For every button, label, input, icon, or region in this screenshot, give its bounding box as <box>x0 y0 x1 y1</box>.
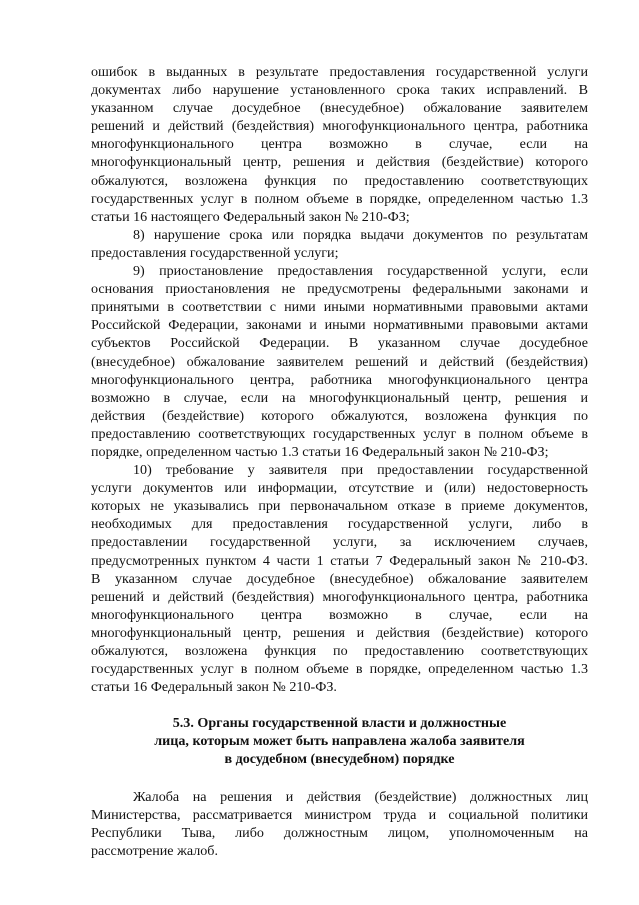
text-line: государственных услуг в полном объеме в порядке, определенном частью 1.3 <box>91 661 588 678</box>
paragraph-item-10 <box>91 461 588 696</box>
heading-line: лица, которым может быть направлена жалоба заявителя <box>154 733 525 750</box>
text-line: принятыми в соответствии с ними иными нормативными правовыми актами <box>91 299 588 316</box>
section-heading <box>91 714 588 768</box>
text-line: решений и действий (бездействия) многофункционального центра, работника <box>91 588 588 605</box>
text-line: Министерства, рассматривается министром труда и социальной политики <box>91 806 588 823</box>
text-line: ошибок в выданных в результате предоставления государственной услуги <box>91 64 588 80</box>
text-line: обжалуются, возложена функция по предоставлению соответствующих <box>91 172 588 189</box>
text-line: возможно в случае, если на многофункциональный центр, решения и <box>91 389 588 406</box>
text-line: 10) требование у заявителя при предоставлении государственной <box>133 462 588 479</box>
text-line: многофункциональный центр, решения и действия (бездействие) которого <box>91 154 588 171</box>
text-line: предоставлению соответствующих государственных услуг в полном объеме в <box>91 425 588 442</box>
text-line: (внесудебное) обжалование заявителем решений и действий (бездействия) <box>91 353 588 370</box>
text-line: государственных услуг в полном объеме в порядке, определенном частью 1.3 <box>91 190 588 207</box>
text-line: порядке, определенном частью 1.3 статьи 16 Федеральный закон № 210-ФЗ; <box>91 443 549 460</box>
text-line: статьи 16 Федеральный закон № 210-ФЗ. <box>91 679 337 696</box>
document-body <box>91 63 588 860</box>
text-line: основания приостановления не предусмотрены федеральными законами и <box>91 281 588 298</box>
paragraph-complaint <box>91 788 588 860</box>
paragraph-item-9 <box>91 262 588 461</box>
spacer <box>91 696 588 714</box>
text-line: документах либо нарушение установленного срока таких исправлений. В <box>91 82 588 99</box>
paragraph-item-8 <box>91 226 588 262</box>
spacer <box>91 769 588 788</box>
text-line: предоставления государственной услуги; <box>91 244 339 261</box>
text-line: которых не указывались при первоначальном отказе в приеме документов, <box>91 498 588 515</box>
text-line: 8) нарушение срока или порядка выдачи документов по результатам <box>133 226 588 243</box>
text-line: 9) приостановление предоставления государственной услуги, если <box>133 263 588 280</box>
text-line: статьи 16 настоящего Федеральный закон № 210-ФЗ; <box>91 208 410 225</box>
heading-line: в досудебном (внесудебном) порядке <box>224 751 455 768</box>
paragraph-continuation <box>91 63 588 226</box>
heading-line: 5.3. Органы государственной власти и должностные <box>172 715 507 732</box>
text-line: действия (бездействие) которого обжалуются, возложена функция по <box>91 407 588 424</box>
text-line: Республики Тыва, либо должностным лицом, уполномоченным на <box>91 824 588 841</box>
text-line: решений и действий (бездействия) многофункционального центра, работника <box>91 118 588 135</box>
text-line: указанном случае досудебное (внесудебное) обжалование заявителем <box>91 100 588 117</box>
text-line: В указанном случае досудебное (внесудебное) обжалование заявителем <box>91 570 588 587</box>
text-line: многофункционального центра возможно в случае, если на <box>91 136 588 153</box>
text-line: многофункциональный центр, решения и действия (бездействие) которого <box>91 624 588 641</box>
text-line: Российской Федерации, законами и иными нормативными правовыми актами <box>91 317 588 334</box>
text-line: услуги документов или информации, отсутствие и (или) недостоверность <box>91 480 588 497</box>
text-line: Жалоба на решения и действия (бездействие) должностных лиц <box>133 788 588 805</box>
text-line: предоставлении государственной услуги, за исключением случаев, <box>91 534 588 551</box>
text-line: обжалуются, возложена функция по предоставлению соответствующих <box>91 643 588 659</box>
text-line: многофункционального центра, работника многофункционального центра <box>91 371 588 388</box>
text-line: предусмотренных пунктом 4 части 1 статьи 7 Федеральный закон № 210-ФЗ. <box>91 552 588 569</box>
text-line: многофункционального центра возможно в случае, если на <box>91 606 588 623</box>
text-line: необходимых для предоставления государственной услуги, либо в <box>91 516 588 533</box>
text-line: рассмотрение жалоб. <box>91 842 218 859</box>
text-line: субъектов Российской Федерации. В указанном случае досудебное <box>91 335 588 352</box>
